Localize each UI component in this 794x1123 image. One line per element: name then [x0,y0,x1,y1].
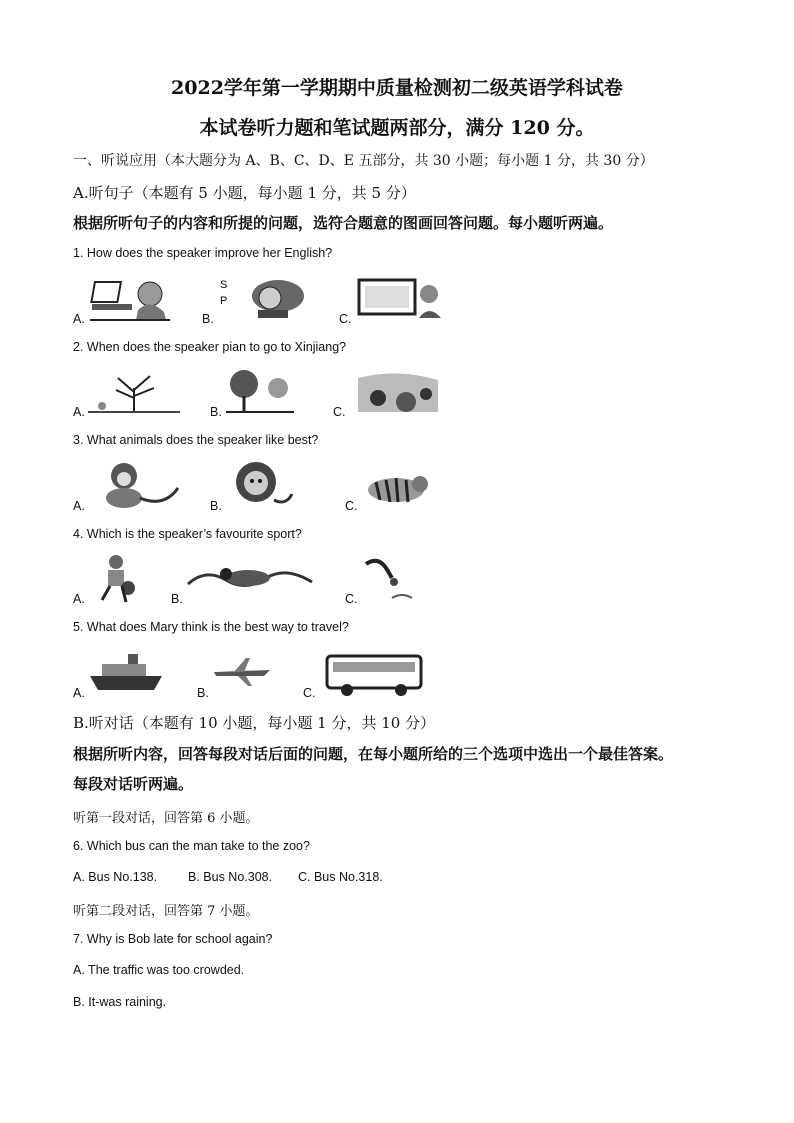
option-label-b: B. [210,405,222,419]
part-b-instruction-2: 每段对话听两遍。 [73,775,194,793]
basketball-player-picture-icon [88,554,144,604]
question-7: 7. Why is Bob late for school again? [73,932,273,946]
question-1: 1. How does the speaker improve her English? [73,246,333,260]
svg-text:S: S [220,279,228,291]
question-3: 3. What animals does the speaker like best? [73,433,319,447]
dialogue-1-heading: 听第一段对话，回答第 6 小题。 [73,811,259,826]
part-b-heading: B.听对话（本题有 10 小题，每小题 1 分，共 10 分） [73,714,436,732]
option-label-c: C. [303,686,316,700]
option-label-c: C. [345,592,358,606]
winter-tree-picture-icon [88,368,180,414]
airplane-picture-icon [212,656,272,688]
option-label-a: A. [73,686,85,700]
tiger-picture-icon [362,460,434,510]
option-label-c: C. [345,499,358,513]
section-heading: 一、听说应用（本大题分为 A、B、C、D、E 五部分，共 30 小题；每小题 1 分，共 30 分） [73,153,654,169]
option-label-c: C. [339,312,352,326]
monkey-picture-icon [88,460,184,510]
part-a-instruction: 根据所听句子的内容和所提的问题，选符合题意的图画回答问题。每小题听两遍。 [73,214,614,232]
part-a-heading: A.听句子（本题有 5 小题，每小题 1 分，共 5 分） [73,184,416,202]
part-b-instruction: 根据所听内容，回答每段对话后面的问题，在每小题所给的三个选项中选出一个最佳答案。 [73,745,674,763]
option-label-b: B. [210,499,222,513]
diver-picture-icon [362,554,418,604]
question-6-option-a: A. Bus No.138. [73,870,158,884]
exam-title: 2022学年第一学期期中质量检测初二级英语学科试卷 [171,77,623,99]
question-7-option-b: B. It-was raining. [73,995,167,1009]
bus-picture-icon [325,652,425,698]
lion-picture-icon [226,460,298,512]
question-2: 2. When does the speaker pian to go to Xinjiang? [73,340,347,354]
question-6-option-c: C. Bus No.318. [298,870,383,884]
question-7-option-a: A. The traffic was too crowded. [73,963,245,977]
question-4: 4. Which is the speaker’s favourite sport? [73,527,302,541]
option-label-a: A. [73,499,85,513]
question-5: 5. What does Mary think is the best way to travel? [73,620,349,634]
question-6-option-b: B. Bus No.308. [188,870,273,884]
option-label-a: A. [73,312,85,326]
question-6: 6. Which bus can the man take to the zoo? [73,839,310,853]
ship-picture-icon [88,650,164,694]
option-label-b: B. [202,312,214,326]
headphones-boy-picture-icon [218,274,310,320]
option-label-b: B. [171,592,183,606]
option-label-c: C. [333,405,346,419]
option-label-b: B. [197,686,209,700]
option-label-a: A. [73,592,85,606]
spring-tree-picture-icon [224,368,296,414]
television-picture-icon [355,276,451,322]
swimmer-picture-icon [186,558,314,598]
option-label-a: A. [73,405,85,419]
autumn-scene-picture-icon [356,368,440,414]
svg-text:P: P [220,295,228,307]
laptop-picture-icon [88,276,172,322]
exam-subtitle: 本试卷听力题和笔试题两部分，满分 120 分。 [199,117,595,139]
dialogue-2-heading: 听第二段对话，回答第 7 小题。 [73,904,259,919]
